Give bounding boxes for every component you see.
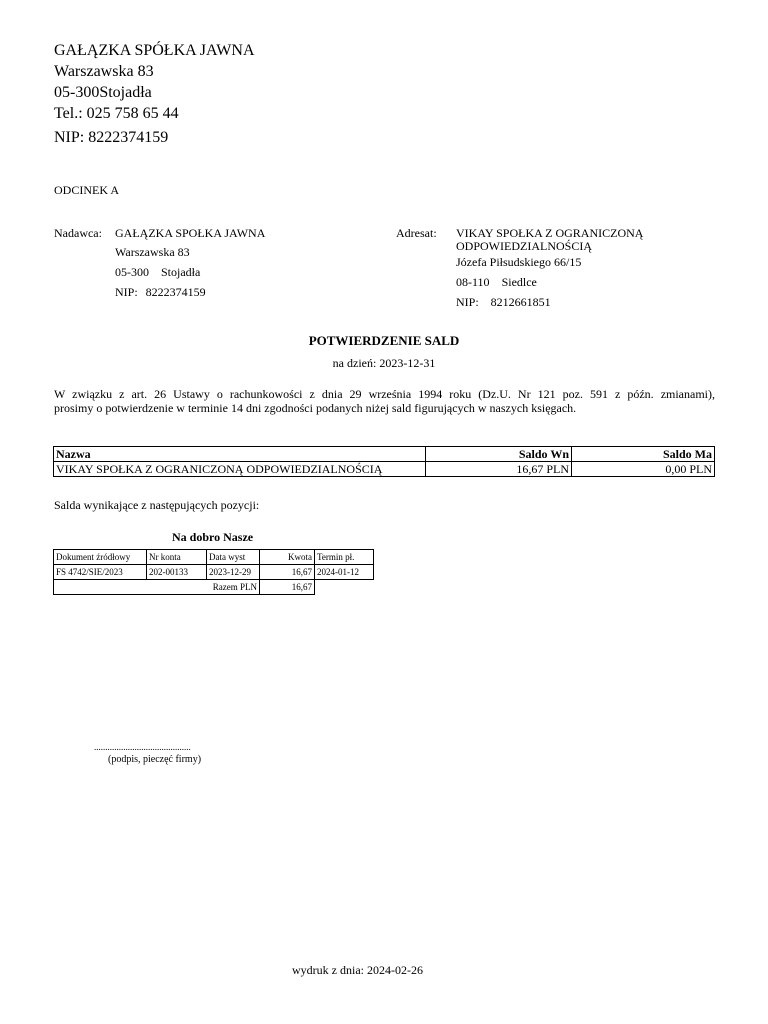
company-address: [54, 84, 152, 102]
recipient-nip-line: [456, 295, 551, 310]
balance-header-row: [54, 447, 715, 462]
company-postal: 05-300: [54, 84, 100, 101]
sender-street: Warszawska 83: [115, 245, 190, 259]
recipient-address: [456, 275, 537, 290]
print-date-label: wydruk z dnia:: [292, 963, 364, 977]
print-date: [292, 963, 423, 978]
sender-postal: 05-300: [115, 265, 149, 279]
sender-address: [115, 265, 200, 280]
sender-city: Stojadła: [161, 265, 201, 279]
header-saldo-ma: Saldo Ma: [572, 447, 715, 462]
header-amount: Kwota: [260, 550, 315, 565]
company-name: GAŁĄZKA SPÓŁKA JAWNA: [54, 42, 255, 59]
company-street: Warszawska 83: [54, 63, 154, 80]
total-row: [54, 580, 374, 595]
balance-wn: 16,67 PLN: [426, 462, 572, 477]
header-due-date: Termin pł.: [315, 550, 374, 565]
positions-table: [53, 549, 374, 595]
date-value: 2023-12-31: [379, 356, 436, 370]
position-amount: 16,67: [260, 565, 315, 580]
sender-nip-line: [115, 285, 206, 300]
section-label: ODCINEK A: [54, 183, 119, 197]
total-value: 16,67: [260, 580, 315, 595]
recipient-postal: 08-110: [456, 275, 490, 289]
positions-title: Na dobro Nasze: [172, 530, 254, 544]
positions-header-row: [54, 550, 374, 565]
print-date-value: 2024-02-26: [366, 963, 423, 977]
header-name: Nazwa: [54, 447, 426, 462]
company-city: Stojadła: [99, 84, 152, 101]
sender-nip: 8222374159: [145, 285, 206, 299]
position-issue-date: 2023-12-29: [207, 565, 260, 580]
position-document: FS 4742/SIE/2023: [54, 565, 147, 580]
signature-caption: (podpis, pieczęć firmy): [108, 754, 202, 765]
company-nip: NIP: 8222374159: [54, 129, 169, 146]
sender-nip-label: NIP:: [115, 285, 138, 299]
company-phone: Tel.: 025 758 65 44: [54, 105, 179, 122]
recipient-label: Adresat:: [396, 226, 437, 240]
intro-line-2: prosimy o potwierdzenie w terminie 14 dni zgodności podanych niżej sald figurujących w naszych księgach.: [54, 401, 577, 415]
recipient-city: Siedlce: [501, 275, 537, 289]
position-account: 202-00133: [147, 565, 207, 580]
signature-line: ...........................................: [94, 742, 191, 752]
sender-name: GAŁĄZKA SPOŁKA JAWNA: [115, 226, 266, 240]
date-line: [0, 356, 768, 371]
balance-name: VIKAY SPOŁKA Z OGRANICZONĄ ODPOWIEDZIALNOŚCIĄ: [54, 462, 426, 477]
header-issue-date: Data wyst: [207, 550, 260, 565]
intro-line-1: W związku z art. 26 Ustawy o rachunkowości z dnia 29 września 1994 roku (Dz.U. Nr 121 poz. 591 z późn. zmianami),: [54, 387, 715, 401]
header-saldo-wn: Saldo Wn: [426, 447, 572, 462]
recipient-name-line2: ODPOWIEDZIALNOŚCIĄ: [456, 239, 592, 253]
header-account: Nr konta: [147, 550, 207, 565]
date-label: na dzień:: [332, 356, 377, 370]
positions-intro: Salda wynikające z następujących pozycji:: [54, 498, 260, 512]
recipient-nip: 8212661851: [490, 295, 551, 309]
header-document: Dokument źródłowy: [54, 550, 147, 565]
table-row: [54, 565, 374, 580]
recipient-name-line1: VIKAY SPOŁKA Z OGRANICZONĄ: [456, 226, 644, 240]
balance-ma: 0,00 PLN: [572, 462, 715, 477]
document-title: POTWIERDZENIE SALD: [308, 333, 460, 348]
position-due-date: 2024-01-12: [315, 565, 374, 580]
total-label: Razem PLN: [54, 580, 260, 595]
recipient-street: Józefa Piłsudskiego 66/15: [456, 255, 582, 269]
balance-table: [53, 446, 715, 477]
table-row: [54, 462, 715, 477]
recipient-nip-label: NIP:: [456, 295, 479, 309]
sender-label: Nadawca:: [54, 226, 102, 240]
